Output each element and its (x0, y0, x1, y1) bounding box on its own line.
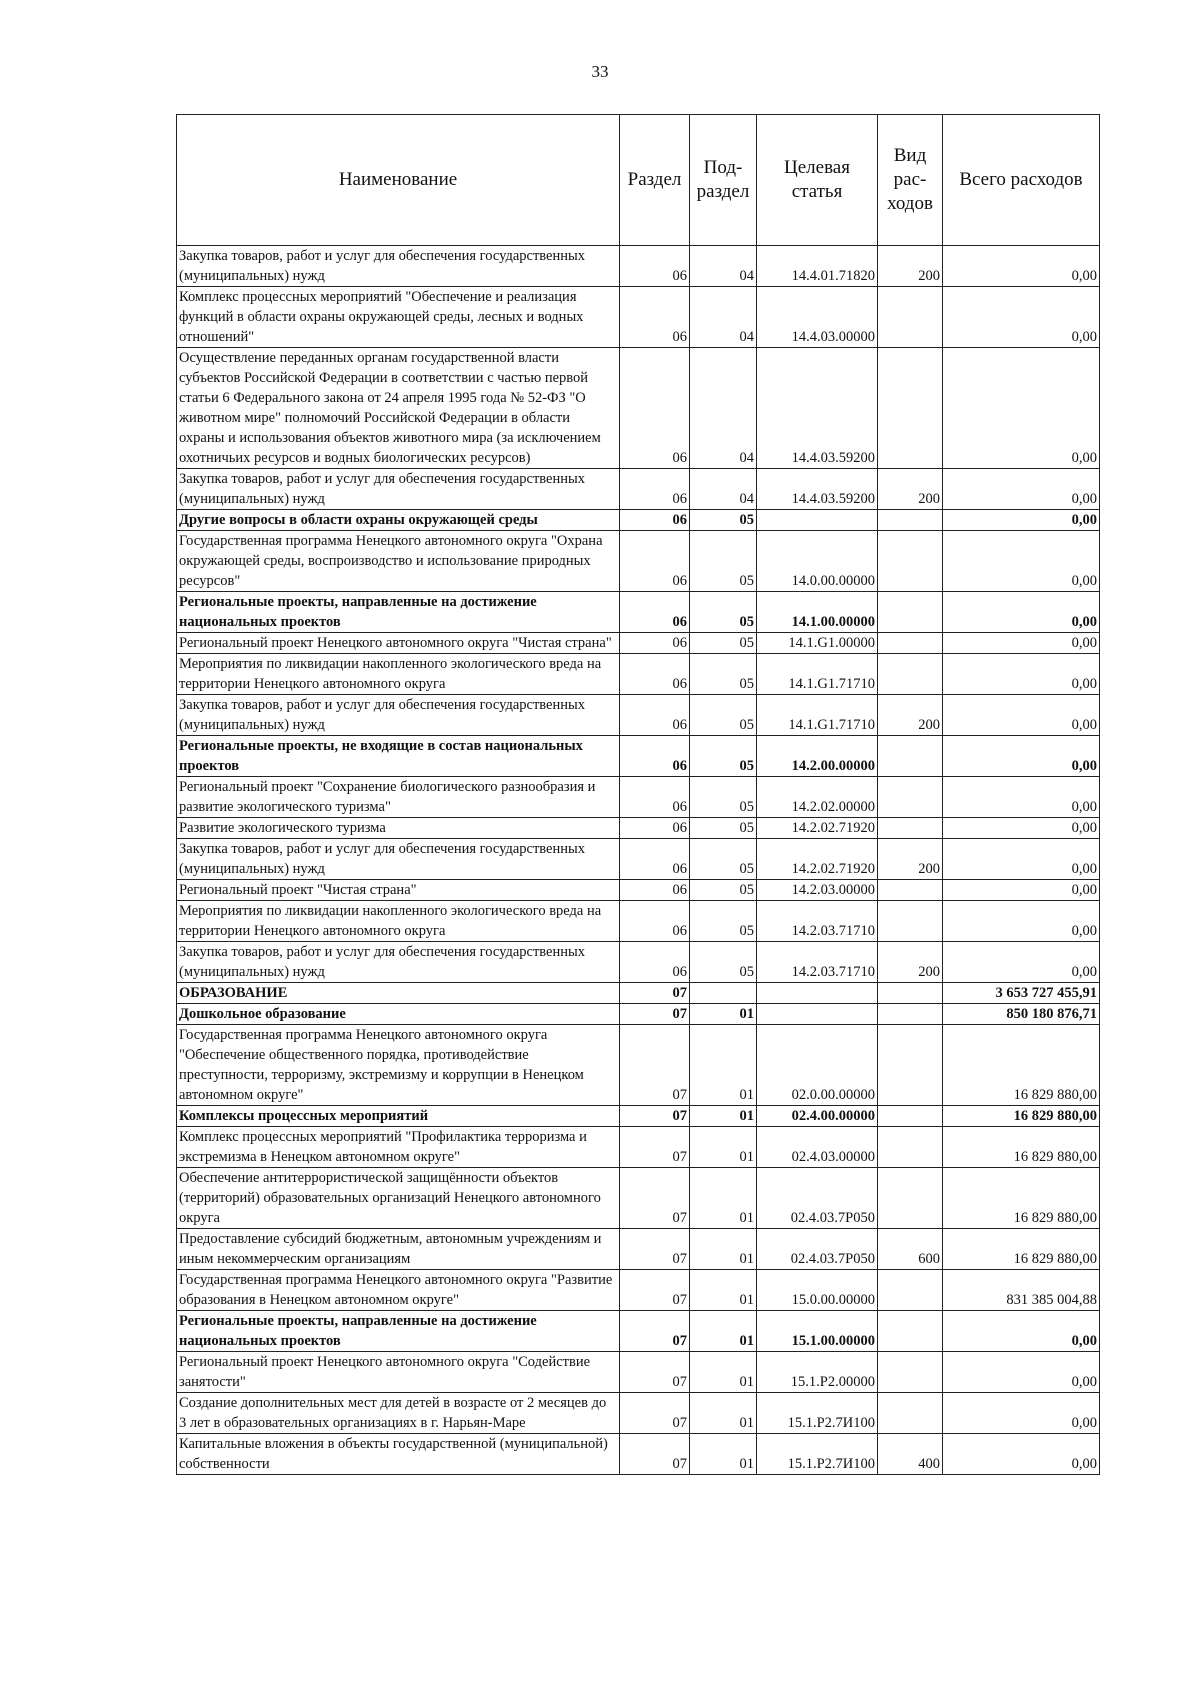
cell-podrazdel: 01 (690, 1025, 757, 1106)
cell-vid: 400 (878, 1434, 943, 1475)
cell-podrazdel: 01 (690, 1168, 757, 1229)
table-row (177, 1434, 1100, 1475)
cell-podrazdel: 01 (690, 1434, 757, 1475)
cell-name: Создание дополнительных мест для детей в возрасте от 2 месяцев до 3 лет в образовательных организациях в г. Нарьян-Маре (177, 1393, 620, 1434)
cell-target: 14.2.00.00000 (757, 736, 878, 777)
header-vid: Вид рас- ходов (878, 115, 943, 246)
cell-razdel: 06 (620, 942, 690, 983)
cell-name: Мероприятия по ликвидации накопленного экологического вреда на территории Ненецкого автономного округа (177, 901, 620, 942)
cell-target: 14.2.02.71920 (757, 839, 878, 880)
cell-vid (878, 510, 943, 531)
cell-name: Закупка товаров, работ и услуг для обеспечения государственных (муниципальных) нужд (177, 469, 620, 510)
cell-total: 0,00 (943, 510, 1100, 531)
cell-podrazdel (690, 983, 757, 1004)
cell-total: 0,00 (943, 1311, 1100, 1352)
table-row (177, 1229, 1100, 1270)
cell-name: Региональный проект "Сохранение биологического разнообразия и развитие экологического туризма" (177, 777, 620, 818)
cell-target: 14.1.G1.71710 (757, 695, 878, 736)
cell-razdel: 06 (620, 469, 690, 510)
cell-razdel: 06 (620, 654, 690, 695)
cell-total: 0,00 (943, 469, 1100, 510)
cell-vid (878, 1106, 943, 1127)
cell-target: 14.2.03.71710 (757, 901, 878, 942)
cell-podrazdel: 01 (690, 1311, 757, 1352)
cell-vid (878, 1270, 943, 1311)
cell-podrazdel: 04 (690, 469, 757, 510)
cell-total: 850 180 876,71 (943, 1004, 1100, 1025)
cell-podrazdel: 05 (690, 633, 757, 654)
table-row (177, 592, 1100, 633)
cell-podrazdel: 05 (690, 736, 757, 777)
cell-razdel: 06 (620, 839, 690, 880)
header-razdel: Раздел (620, 115, 690, 246)
header-podrazdel: Под- раздел (690, 115, 757, 246)
cell-razdel: 07 (620, 1025, 690, 1106)
table-row (177, 1270, 1100, 1311)
cell-vid (878, 1393, 943, 1434)
cell-vid (878, 1168, 943, 1229)
cell-podrazdel: 01 (690, 1004, 757, 1025)
cell-podrazdel: 01 (690, 1270, 757, 1311)
cell-target: 14.4.03.59200 (757, 348, 878, 469)
cell-target: 14.2.02.00000 (757, 777, 878, 818)
cell-podrazdel: 05 (690, 531, 757, 592)
cell-vid (878, 287, 943, 348)
cell-name: Региональный проект Ненецкого автономного округа "Чистая страна" (177, 633, 620, 654)
cell-name: Закупка товаров, работ и услуг для обеспечения государственных (муниципальных) нужд (177, 942, 620, 983)
cell-name: Развитие экологического туризма (177, 818, 620, 839)
cell-vid (878, 654, 943, 695)
cell-vid (878, 1127, 943, 1168)
cell-podrazdel: 05 (690, 777, 757, 818)
cell-target: 14.2.03.71710 (757, 942, 878, 983)
table-row (177, 287, 1100, 348)
cell-razdel: 07 (620, 1311, 690, 1352)
cell-name: Государственная программа Ненецкого автономного округа "Обеспечение общественного порядка, противодействие преступности, терроризму, экстремизму и коррупции в Ненецком автономном округе" (177, 1025, 620, 1106)
cell-name: Региональные проекты, не входящие в состав национальных проектов (177, 736, 620, 777)
table-header-row (177, 115, 1100, 246)
cell-vid (878, 983, 943, 1004)
cell-total: 0,00 (943, 287, 1100, 348)
cell-razdel: 07 (620, 1229, 690, 1270)
cell-target: 02.0.00.00000 (757, 1025, 878, 1106)
cell-total: 0,00 (943, 901, 1100, 942)
cell-vid (878, 818, 943, 839)
cell-podrazdel: 01 (690, 1352, 757, 1393)
cell-total: 831 385 004,88 (943, 1270, 1100, 1311)
cell-name: ОБРАЗОВАНИЕ (177, 983, 620, 1004)
cell-podrazdel: 05 (690, 942, 757, 983)
header-target: Целевая статья (757, 115, 878, 246)
cell-total: 0,00 (943, 1352, 1100, 1393)
cell-name: Капитальные вложения в объекты государственной (муниципальной) собственности (177, 1434, 620, 1475)
table-row (177, 1393, 1100, 1434)
cell-total: 0,00 (943, 839, 1100, 880)
table-row (177, 469, 1100, 510)
cell-podrazdel: 05 (690, 880, 757, 901)
cell-target: 15.1.P2.00000 (757, 1352, 878, 1393)
cell-razdel: 06 (620, 531, 690, 592)
cell-vid: 200 (878, 246, 943, 287)
cell-podrazdel: 05 (690, 695, 757, 736)
cell-name: Региональные проекты, направленные на достижение национальных проектов (177, 592, 620, 633)
cell-name: Региональный проект "Чистая страна" (177, 880, 620, 901)
cell-podrazdel: 05 (690, 592, 757, 633)
cell-target: 14.4.01.71820 (757, 246, 878, 287)
cell-razdel: 07 (620, 1168, 690, 1229)
cell-name: Осуществление переданных органам государственной власти субъектов Российской Федерации в соответствии с частью первой статьи 6 Федерального закона от 24 апреля 1995 года № 52-ФЗ "О животном мире" полномочий Российской Федерации в области охраны и использования объектов животного мира (за исключением охотничьих ресурсов и водных биологических ресурсов) (177, 348, 620, 469)
cell-podrazdel: 04 (690, 348, 757, 469)
cell-target: 02.4.03.7P050 (757, 1168, 878, 1229)
cell-razdel: 06 (620, 818, 690, 839)
cell-target: 02.4.03.00000 (757, 1127, 878, 1168)
cell-target: 15.1.P2.7И100 (757, 1434, 878, 1475)
cell-total: 0,00 (943, 633, 1100, 654)
cell-target: 14.1.G1.00000 (757, 633, 878, 654)
cell-total: 0,00 (943, 1393, 1100, 1434)
cell-name: Комплекс процессных мероприятий "Профилактика терроризма и экстремизма в Ненецком автономном округе" (177, 1127, 620, 1168)
cell-podrazdel: 04 (690, 287, 757, 348)
cell-podrazdel: 05 (690, 839, 757, 880)
cell-razdel: 06 (620, 287, 690, 348)
table-row (177, 695, 1100, 736)
cell-name: Закупка товаров, работ и услуг для обеспечения государственных (муниципальных) нужд (177, 695, 620, 736)
cell-target: 14.0.00.00000 (757, 531, 878, 592)
cell-razdel: 07 (620, 1106, 690, 1127)
table-row (177, 633, 1100, 654)
cell-podrazdel: 05 (690, 510, 757, 531)
cell-podrazdel: 05 (690, 654, 757, 695)
cell-vid: 200 (878, 839, 943, 880)
header-name: Наименование (177, 115, 620, 246)
cell-vid (878, 1004, 943, 1025)
cell-podrazdel: 01 (690, 1127, 757, 1168)
cell-vid (878, 1311, 943, 1352)
table-row (177, 246, 1100, 287)
cell-target: 14.4.03.00000 (757, 287, 878, 348)
cell-vid (878, 1352, 943, 1393)
cell-name: Региональные проекты, направленные на достижение национальных проектов (177, 1311, 620, 1352)
cell-razdel: 07 (620, 1393, 690, 1434)
table-row (177, 880, 1100, 901)
cell-total: 0,00 (943, 736, 1100, 777)
table-row (177, 1168, 1100, 1229)
cell-name: Обеспечение антитеррористической защищённости объектов (территорий) образовательных организаций Ненецкого автономного округа (177, 1168, 620, 1229)
cell-target: 15.0.00.00000 (757, 1270, 878, 1311)
cell-name: Мероприятия по ликвидации накопленного экологического вреда на территории Ненецкого автономного округа (177, 654, 620, 695)
cell-target: 15.1.00.00000 (757, 1311, 878, 1352)
cell-razdel: 07 (620, 1434, 690, 1475)
table-row (177, 1127, 1100, 1168)
cell-total: 16 829 880,00 (943, 1168, 1100, 1229)
cell-total: 0,00 (943, 880, 1100, 901)
table-row (177, 736, 1100, 777)
table-row (177, 531, 1100, 592)
header-total: Всего расходов (943, 115, 1100, 246)
table-row (177, 1106, 1100, 1127)
cell-razdel: 07 (620, 1004, 690, 1025)
cell-vid: 200 (878, 469, 943, 510)
cell-target: 14.1.00.00000 (757, 592, 878, 633)
cell-razdel: 06 (620, 695, 690, 736)
cell-razdel: 06 (620, 633, 690, 654)
cell-target: 14.2.03.00000 (757, 880, 878, 901)
cell-total: 0,00 (943, 695, 1100, 736)
cell-total: 0,00 (943, 818, 1100, 839)
cell-target (757, 1004, 878, 1025)
cell-podrazdel: 04 (690, 246, 757, 287)
cell-razdel: 07 (620, 1270, 690, 1311)
cell-vid (878, 777, 943, 818)
cell-target (757, 983, 878, 1004)
cell-vid: 600 (878, 1229, 943, 1270)
cell-target: 14.2.02.71920 (757, 818, 878, 839)
cell-total: 3 653 727 455,91 (943, 983, 1100, 1004)
cell-target: 14.1.G1.71710 (757, 654, 878, 695)
cell-podrazdel: 01 (690, 1393, 757, 1434)
table-row (177, 839, 1100, 880)
cell-name: Закупка товаров, работ и услуг для обеспечения государственных (муниципальных) нужд (177, 839, 620, 880)
cell-total: 16 829 880,00 (943, 1025, 1100, 1106)
cell-vid: 200 (878, 695, 943, 736)
cell-name: Другие вопросы в области охраны окружающей среды (177, 510, 620, 531)
cell-razdel: 07 (620, 1352, 690, 1393)
cell-name: Комплексы процессных мероприятий (177, 1106, 620, 1127)
cell-podrazdel: 05 (690, 818, 757, 839)
page-number: 33 (591, 62, 609, 81)
table-row (177, 942, 1100, 983)
cell-name: Государственная программа Ненецкого автономного округа "Развитие образования в Ненецком автономном округе" (177, 1270, 620, 1311)
table-row (177, 510, 1100, 531)
table-row (177, 1352, 1100, 1393)
cell-razdel: 06 (620, 901, 690, 942)
table-row (177, 1311, 1100, 1352)
cell-total: 0,00 (943, 348, 1100, 469)
cell-vid (878, 880, 943, 901)
cell-total: 0,00 (943, 531, 1100, 592)
cell-total: 0,00 (943, 942, 1100, 983)
cell-podrazdel: 01 (690, 1106, 757, 1127)
cell-vid (878, 633, 943, 654)
table-row (177, 1004, 1100, 1025)
cell-razdel: 06 (620, 777, 690, 818)
cell-target: 14.4.03.59200 (757, 469, 878, 510)
table-row (177, 983, 1100, 1004)
cell-razdel: 07 (620, 983, 690, 1004)
cell-vid (878, 531, 943, 592)
cell-name: Комплекс процессных мероприятий "Обеспечение и реализация функций в области охраны окружающей среды, лесных и водных отношений" (177, 287, 620, 348)
cell-podrazdel: 05 (690, 901, 757, 942)
table-row (177, 654, 1100, 695)
cell-total: 0,00 (943, 777, 1100, 818)
cell-vid (878, 348, 943, 469)
cell-name: Государственная программа Ненецкого автономного округа "Охрана окружающей среды, воспроизводство и использование природных ресурсов" (177, 531, 620, 592)
cell-name: Предоставление субсидий бюджетным, автономным учреждениям и иным некоммерческим организациям (177, 1229, 620, 1270)
cell-razdel: 07 (620, 1127, 690, 1168)
cell-vid (878, 736, 943, 777)
cell-total: 0,00 (943, 1434, 1100, 1475)
cell-vid (878, 1025, 943, 1106)
cell-target: 02.4.00.00000 (757, 1106, 878, 1127)
cell-podrazdel: 01 (690, 1229, 757, 1270)
table-row (177, 818, 1100, 839)
cell-razdel: 06 (620, 736, 690, 777)
cell-name: Закупка товаров, работ и услуг для обеспечения государственных (муниципальных) нужд (177, 246, 620, 287)
table-row (177, 777, 1100, 818)
cell-name: Дошкольное образование (177, 1004, 620, 1025)
cell-target: 02.4.03.7P050 (757, 1229, 878, 1270)
cell-total: 16 829 880,00 (943, 1106, 1100, 1127)
cell-razdel: 06 (620, 880, 690, 901)
cell-vid (878, 901, 943, 942)
table-row (177, 901, 1100, 942)
cell-vid (878, 592, 943, 633)
cell-razdel: 06 (620, 246, 690, 287)
cell-name: Региональный проект Ненецкого автономного округа "Содействие занятости" (177, 1352, 620, 1393)
cell-total: 16 829 880,00 (943, 1127, 1100, 1168)
cell-razdel: 06 (620, 592, 690, 633)
cell-total: 0,00 (943, 592, 1100, 633)
cell-total: 0,00 (943, 246, 1100, 287)
table-row (177, 1025, 1100, 1106)
budget-table (176, 114, 1100, 1475)
cell-total: 16 829 880,00 (943, 1229, 1100, 1270)
cell-razdel: 06 (620, 348, 690, 469)
cell-target (757, 510, 878, 531)
table-row (177, 348, 1100, 469)
cell-target: 15.1.P2.7И100 (757, 1393, 878, 1434)
cell-vid: 200 (878, 942, 943, 983)
cell-total: 0,00 (943, 654, 1100, 695)
cell-razdel: 06 (620, 510, 690, 531)
